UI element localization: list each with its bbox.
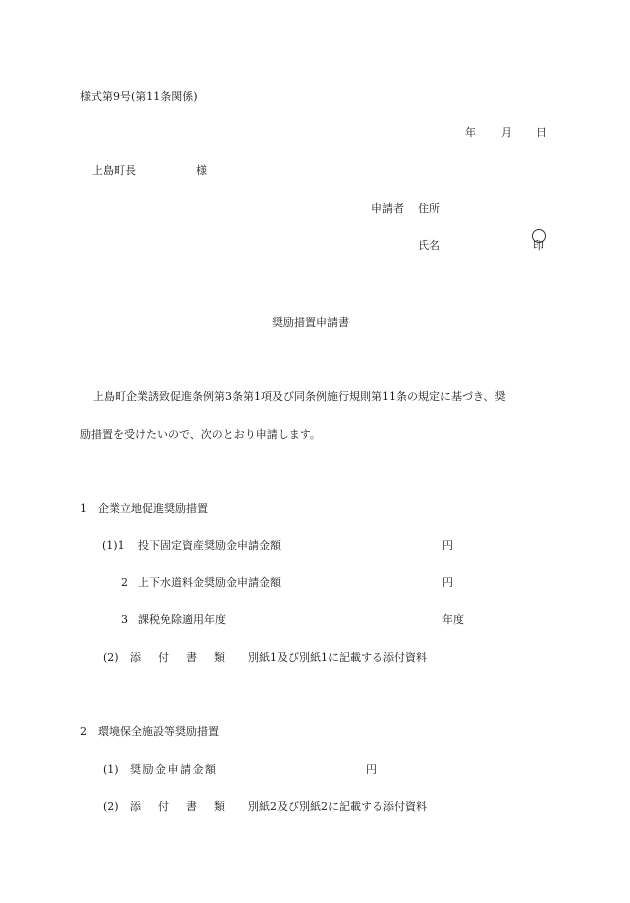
date-day-label: 日: [536, 126, 547, 139]
section-1-attach-num: (2): [103, 651, 119, 664]
section-1-item-1-unit: 円: [442, 539, 453, 552]
section-1-attach-char-1: 添: [130, 651, 141, 664]
section-1-item-2-label: 上下水道料金奨励金申請金額: [138, 576, 281, 589]
form-number: 様式第9号(第11条関係): [80, 90, 198, 103]
section-2-item-unit: 円: [366, 763, 377, 776]
body-text-line-2: 励措置を受けたいので、次のとおり申請します。: [80, 428, 321, 441]
section-2-attach-char-1: 添: [130, 800, 141, 813]
section-2-item-num: (1): [103, 763, 119, 776]
section-2-attach-char-2: 付: [158, 800, 169, 813]
addressee: 上島町長: [92, 164, 136, 177]
body-text-line-1: 上島町企業誘致促進条例第3条第1項及び同条例施行規則第11条の規定に基づき、奨: [93, 390, 506, 403]
section-1-item-2-unit: 円: [442, 576, 453, 589]
section-1-item-2-num: 2: [121, 576, 128, 589]
section-1-item-1-label: 投下固定資産奨励金申請金額: [138, 539, 281, 552]
section-2-attach-char-4: 類: [214, 800, 225, 813]
section-2-attach-char-3: 書: [186, 800, 197, 813]
date-month-label: 月: [501, 126, 512, 139]
document-title: 奨励措置申請書: [272, 316, 349, 329]
address-label: 住所: [418, 202, 440, 215]
section-1-item-3-num: 3: [121, 613, 128, 626]
applicant-label: 申請者: [371, 202, 404, 215]
section-1-item-3-unit: 年度: [442, 613, 464, 626]
date-year-label: 年: [465, 126, 476, 139]
section-2-item-label: 奨励金申請金額: [130, 763, 218, 776]
section-1-attach-char-4: 類: [214, 651, 225, 664]
section-2-heading: 2 環境保全施設等奨励措置: [80, 725, 219, 738]
section-1-attach-char-2: 付: [158, 651, 169, 664]
section-1-attach-char-3: 書: [186, 651, 197, 664]
name-label: 氏名: [418, 239, 440, 252]
section-1-heading: 1 企業立地促進奨励措置: [80, 502, 208, 515]
honorific: 様: [196, 164, 207, 177]
seal-label: 印: [533, 239, 544, 252]
section-1-item-1-num: (1)1: [102, 539, 125, 552]
section-2-attach-num: (2): [103, 800, 119, 813]
section-1-attach-text: 別紙1及び別紙1に記載する添付資料: [248, 651, 427, 664]
section-2-attach-text: 別紙2及び別紙2に記載する添付資料: [248, 800, 427, 813]
section-1-item-3-label: 課税免除適用年度: [138, 613, 226, 626]
